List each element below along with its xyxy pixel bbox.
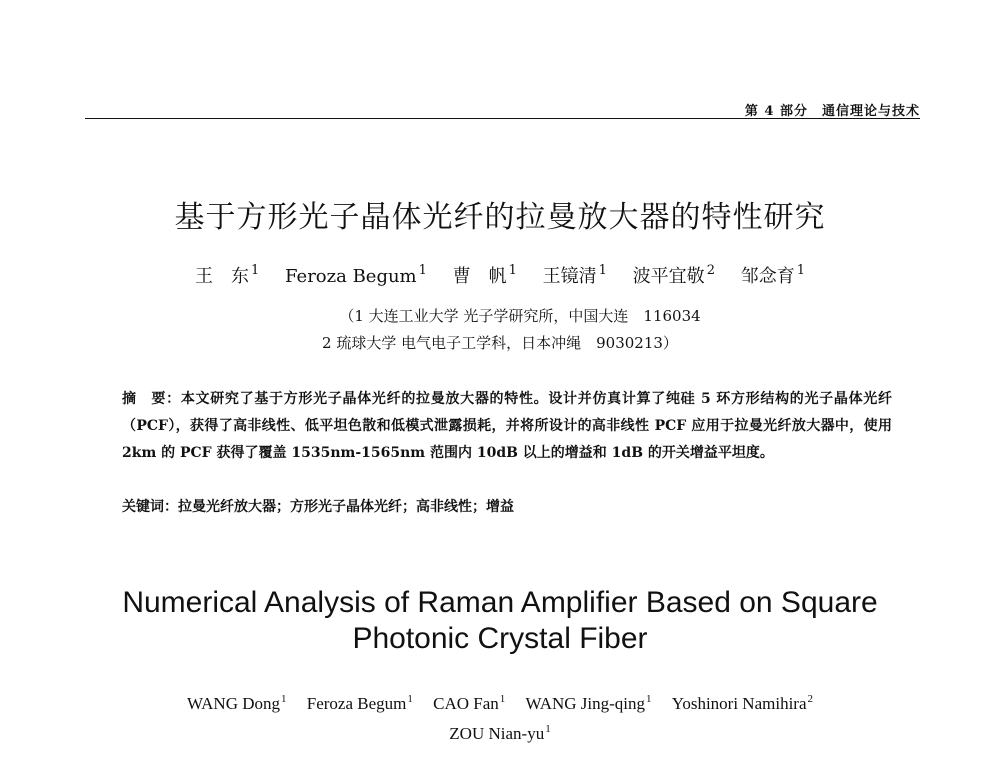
author-cn: 王 东 $^1$ [195,263,260,287]
running-header: 第 4 部分 通信理论与技术 [744,104,920,119]
title-en-line-2: Photonic Crystal Fiber [352,622,648,655]
abstract-label: 摘 要： [122,391,181,407]
affiliation-line-1: （1 大连工业大学 光子学研究所，中国大连 116034 [339,307,701,325]
author-cn: 王镜清 $^1$ [542,263,607,287]
paper-title-english [0,585,1000,657]
author-cn: 曹 帆 $^1$ [452,263,517,287]
author-cn: 邹念育 $^1$ [740,263,805,287]
author-en: WANG Jing-qing$^1$ [525,693,652,713]
keywords-line [122,494,892,521]
author-en: ZOU Nian-$yu^1$ [449,723,551,743]
author-en: WANG Dong$^1$ [186,693,287,713]
paper-title-chinese: 基于方形光子晶体光纤的拉曼放大器的特性研究 [174,200,826,235]
abstract-text: 本文研究了基于方形光子晶体光纤的拉曼放大器的特性。设计并仿真计算了纯硅 5 环方形结构的光子晶体光纤（PCF），获得了高非线性、低平坦色散和低模式泄露损耗，并将所设计的高非线性 PCF 应用于拉曼光纤放大器中，使用 2km 的 PCF 获得了覆盖 1535nm-1565nm 范围内 10dB 以上的增益和 1dB 的开关增益平坦度。 [122,391,892,461]
affiliation-line-2: 2 琉球大学 电气电子工学科，日本冲绳 9030213） [322,334,678,352]
header-rule [85,118,920,119]
keywords-text: 拉曼光纤放大器；方形光子晶体光纤；高非线性；增益 [178,499,514,515]
author-en: CAO Fan$^1$ [433,693,506,713]
author-list-english [60,690,940,750]
keywords-label: 关键词： [122,499,178,515]
author-en: Feroza Begum$^1$ [306,693,413,713]
author-cn: 波平宜敬 $^2$ [632,263,715,287]
author-en: Yoshinori Namihira$^2$ [671,693,813,713]
author-list-chinese [0,262,1000,288]
abstract-paragraph [122,386,892,467]
title-en-line-1: Numerical Analysis of Raman Amplifier Based on Square [122,586,878,619]
author-cn: Feroza Begum $^1$ [285,263,427,287]
